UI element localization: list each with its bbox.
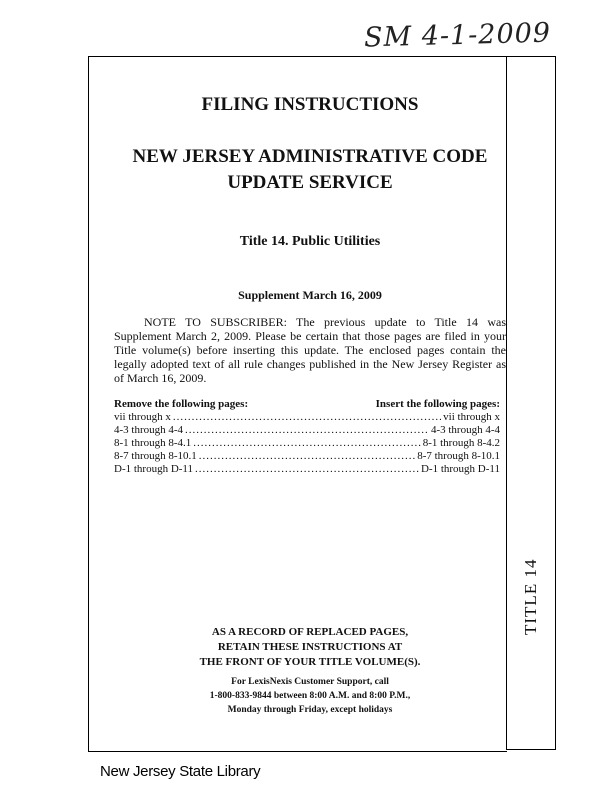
leader-dots (185, 424, 429, 437)
leader-dots (173, 411, 441, 424)
title-tab (506, 56, 556, 750)
title-tab-label: TITLE 14 (521, 558, 540, 635)
page-title: FILING INSTRUCTIONS (201, 94, 419, 115)
support-days: Monday through Friday, except holidays (227, 705, 393, 715)
insert-header: Insert the following pages: (375, 398, 500, 410)
record-line-1: AS A RECORD OF REPLACED PAGES, (211, 626, 409, 638)
remove-pages: vii through x (114, 411, 171, 423)
supplement-date: Supplement March 16, 2009 (238, 288, 382, 302)
page-row (114, 411, 500, 424)
customer-support-info (114, 675, 506, 717)
insert-pages: 8-1 through 8-4.2 (422, 437, 500, 449)
leader-dots (199, 450, 415, 463)
title-name: Title 14. Public Utilities (239, 234, 381, 249)
page-list-header (114, 398, 500, 411)
page-row (114, 450, 500, 463)
record-instructions (114, 625, 506, 670)
remove-pages: 8-7 through 8-10.1 (114, 450, 197, 462)
remove-pages: 4-3 through 4-4 (114, 424, 184, 436)
insert-pages: 8-7 through 8-10.1 (417, 450, 500, 462)
document-content (114, 56, 506, 476)
record-line-3: THE FRONT OF YOUR TITLE VOLUME(S). (199, 656, 421, 668)
leader-dots (195, 463, 419, 476)
insert-pages: vii through x (443, 411, 500, 423)
insert-pages: D-1 through D-11 (420, 463, 500, 475)
page-row (114, 437, 500, 450)
subscriber-note: NOTE TO SUBSCRIBER: The previous update to Title 14 was Supplement March 2, 2009. Please be certain that those pages are filed in your Title volume(s) before inserting this update. The enclosed pages contain the legally adopted text of all rule changes published in the New Jersey Register as of March 16, 2009. (114, 315, 506, 385)
library-footer: New Jersey State Library (100, 763, 261, 780)
remove-pages: 8-1 through 8-4.1 (114, 437, 192, 449)
leader-dots (193, 437, 420, 450)
code-title-line-2: UPDATE SERVICE (227, 172, 393, 193)
handwritten-date-note: SM 4-1-2009 (363, 17, 552, 54)
page-row (114, 463, 500, 476)
record-line-2: RETAIN THESE INSTRUCTIONS AT (217, 641, 403, 653)
page-replacement-list (114, 398, 500, 476)
support-phone-hours: 1-800-833-9844 between 8:00 A.M. and 8:00 P.M., (209, 691, 411, 701)
support-line-1: For LexisNexis Customer Support, call (231, 677, 389, 687)
code-title-line-1: NEW JERSEY ADMINISTRATIVE CODE (132, 146, 488, 167)
remove-header: Remove the following pages: (114, 398, 249, 410)
remove-pages: D-1 through D-11 (114, 463, 194, 475)
page-row (114, 424, 500, 437)
code-title (114, 144, 506, 196)
insert-pages: 4-3 through 4-4 (430, 424, 500, 436)
